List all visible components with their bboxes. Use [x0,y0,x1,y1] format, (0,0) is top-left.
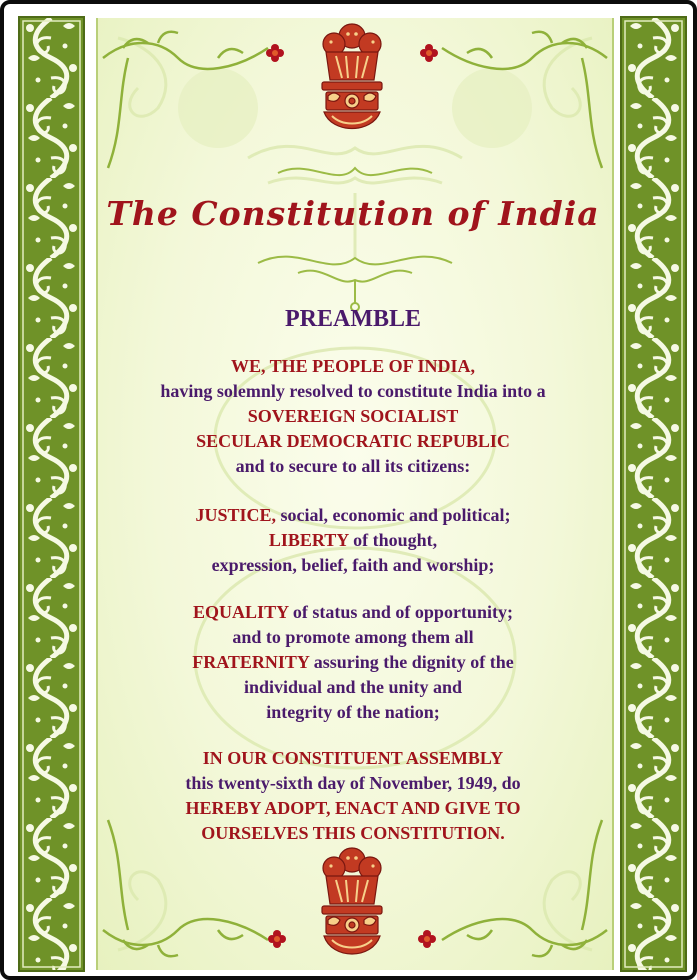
preamble-line [96,650,610,675]
preamble-text: integrity of the nation; [266,702,440,722]
document-title: The Constitution of India [106,194,600,233]
preamble-text: individual and the unity and [243,677,463,697]
preamble-keyword: HEREBY ADOPT, ENACT AND GIVE TO [185,798,521,818]
red-flower-icon [268,930,286,948]
preamble-line [96,454,610,479]
preamble-line [96,700,610,725]
preamble-paragraph-justice-liberty [96,503,610,578]
preamble-line [96,746,610,771]
lion-capital-emblem-icon [312,22,392,134]
left-floral-border [20,18,83,970]
preamble-keyword: OURSELVES THIS CONSTITUTION. [201,823,505,843]
preamble-text: of thought, [348,530,438,550]
preamble-keyword: IN OUR CONSTITUENT ASSEMBLY [202,748,504,768]
preamble-keyword: EQUALITY [193,602,289,622]
preamble-keyword: JUSTICE, [195,505,277,525]
preamble-line [96,771,610,796]
preamble-line [96,354,610,379]
preamble-line [96,600,610,625]
preamble-line [96,625,610,650]
lion-capital-emblem-icon [312,846,392,962]
preamble-paragraph-people [96,354,610,479]
preamble-text: assuring the dignity of the [309,652,514,672]
preamble-line [96,821,610,846]
preamble-text: this twenty-sixth day of November, 1949, do [185,773,521,793]
preamble-text: social, economic and political; [276,505,511,525]
preamble-keyword: SOVEREIGN SOCIALIST [247,406,459,426]
preamble-paragraph-adoption [96,746,610,846]
preamble-text: having solemnly resolved to constitute India into a [160,381,546,401]
preamble-line [96,675,610,700]
preamble-paragraph-equality-fraternity [96,600,610,725]
preamble-line [96,429,610,454]
preamble-line [96,796,610,821]
preamble-text: and to secure to all its citizens: [235,456,471,476]
preamble-keyword: SECULAR DEMOCRATIC REPUBLIC [196,431,510,451]
preamble-heading: PREAMBLE [284,306,421,332]
preamble-line [96,528,610,553]
preamble-text: and to promote among them all [232,627,474,647]
preamble-keyword: LIBERTY [268,530,349,550]
preamble-keyword: WE, THE PEOPLE OF INDIA, [230,356,476,376]
red-flower-icon [420,44,438,62]
preamble-line [96,379,610,404]
red-flower-icon [266,44,284,62]
preamble-line [96,404,610,429]
preamble-text: of status and of opportunity; [288,602,513,622]
right-floral-border [622,18,685,970]
red-flower-icon [418,930,436,948]
preamble-text: expression, belief, faith and worship; [211,555,495,575]
preamble-line [96,503,610,528]
preamble-line [96,553,610,578]
preamble-keyword: FRATERNITY [192,652,310,672]
